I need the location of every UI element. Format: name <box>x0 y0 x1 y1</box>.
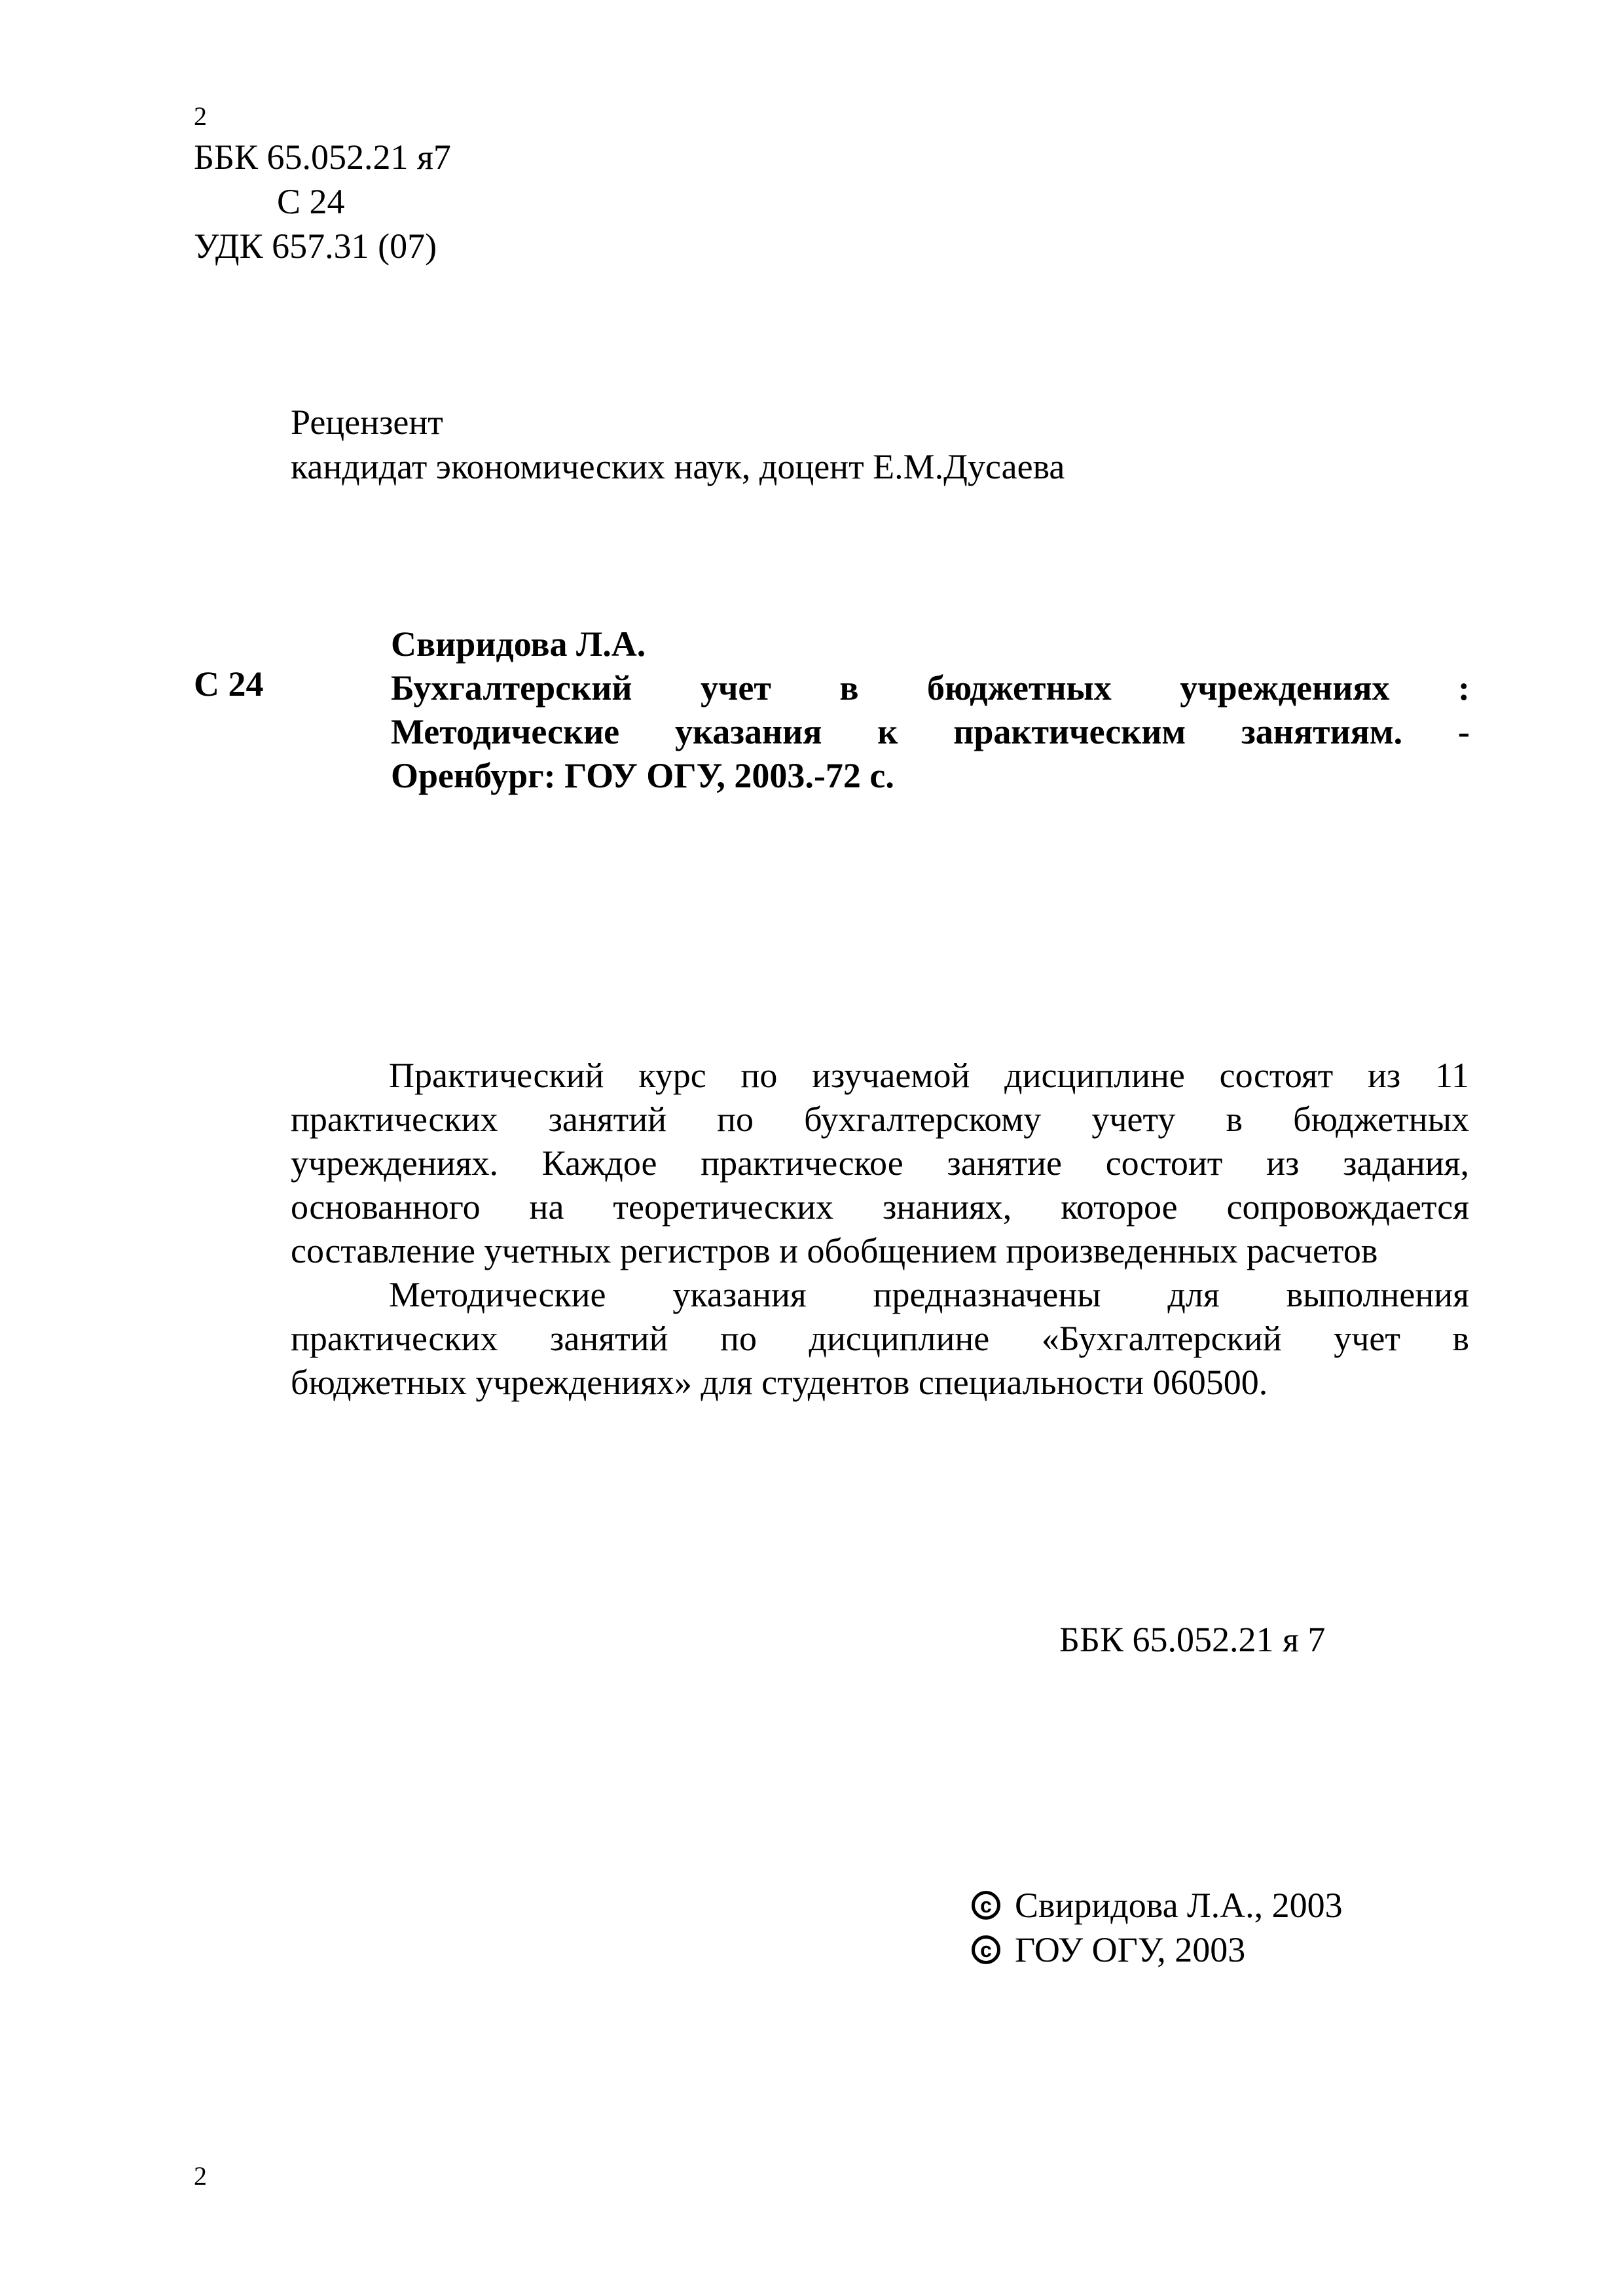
bib-title-line: Методические указания к практическим занятиям. - <box>391 712 1470 751</box>
abstract-line: Методические указания предназначены для выполнения <box>389 1275 1469 1314</box>
copyright-icon: c <box>972 1935 1000 1964</box>
bbk-bottom: ББК 65.052.21 я 7 <box>1059 1620 1326 1659</box>
abstract-line: учреждениях. Каждое практическое занятие состоит из задания, <box>291 1143 1469 1183</box>
udk-code: УДК 657.31 (07) <box>194 226 437 266</box>
copyright-icon: c <box>972 1891 1000 1920</box>
copyright-line <box>972 1882 1343 1928</box>
copyright-text: ГОУ ОГУ, 2003 <box>1015 1930 1246 1969</box>
reviewer-heading: Рецензент <box>291 403 443 442</box>
page-number-top: 2 <box>194 101 207 131</box>
bib-author-mark: С 24 <box>194 664 264 704</box>
copyright-line <box>972 1927 1245 1973</box>
abstract-line: практических занятий по дисциплине «Бухгалтерский учет в <box>291 1319 1469 1358</box>
abstract-line: практических занятий по бухгалтерскому учету в бюджетных <box>291 1100 1469 1139</box>
abstract-line: основанного на теоретических знаниях, которое сопровождается <box>291 1187 1469 1227</box>
bib-author: Свиридова Л.А. <box>391 624 646 664</box>
abstract-block <box>291 1054 1469 1405</box>
abstract-line: Практический курс по изучаемой дисциплине состоят из 11 <box>389 1056 1469 1095</box>
reviewer-name: кандидат экономических наук, доцент Е.М.Дусаева <box>291 447 1065 486</box>
bib-title-line: Оренбург: ГОУ ОГУ, 2003.-72 с. <box>391 756 894 795</box>
page-number-bottom: 2 <box>194 2161 207 2191</box>
bib-description <box>391 622 1470 797</box>
abstract-line: бюджетных учреждениях» для студентов специальности 060500. <box>291 1363 1268 1402</box>
abstract-line: составление учетных регистров и обобщением произведенных расчетов <box>291 1231 1378 1270</box>
author-mark: С 24 <box>277 182 345 221</box>
copyright-text: Свиридова Л.А., 2003 <box>1015 1886 1343 1925</box>
bbk-code: ББК 65.052.21 я7 <box>194 137 451 177</box>
bib-title-line: Бухгалтерский учет в бюджетных учреждениях : <box>391 668 1470 708</box>
